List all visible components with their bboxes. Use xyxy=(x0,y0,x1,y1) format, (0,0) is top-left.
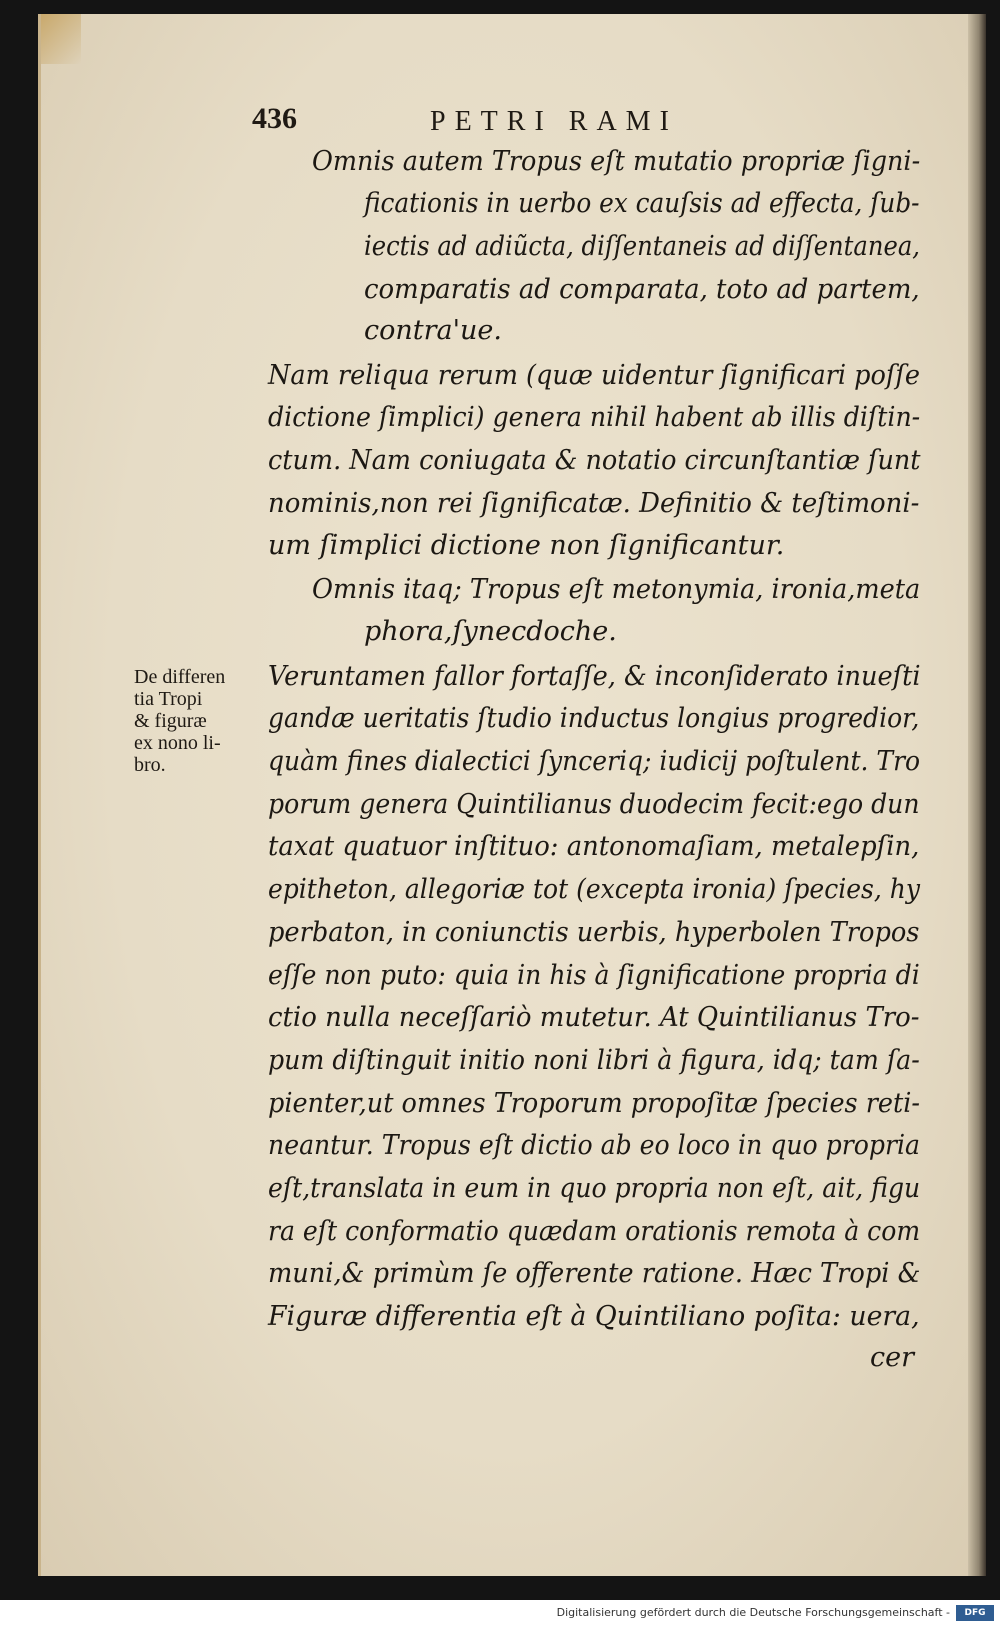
text-line: gandæ ueritatis ſtudio inductus longius progredior, xyxy=(268,703,920,734)
marginal-note-line: De differen xyxy=(134,666,226,688)
text-line: eſſe non puto: quia in his à ſignificatione propria di xyxy=(268,960,920,991)
text-line: phora,ſynecdoche. xyxy=(364,616,617,647)
footer-bar xyxy=(0,1602,1000,1628)
text-line: taxat quatuor inſtituo: antonomaſiam, metalepſin, xyxy=(268,831,920,862)
page-edge xyxy=(968,14,986,1576)
text-line: ra eſt conformatio quædam orationis remota à com xyxy=(268,1216,921,1247)
marginal-note-line: bro. xyxy=(134,754,166,776)
corner-stain xyxy=(41,14,81,64)
text-line: Veruntamen fallor fortaſſe, & inconſiderato inueſti xyxy=(268,661,921,692)
text-line: Nam reliqua rerum (quæ uidentur ſignificari poſſe xyxy=(268,360,920,391)
text-line: ctum. Nam coniugata & notatio circunſtantiæ ſunt xyxy=(268,445,921,476)
text-line: comparatis ad comparata, toto ad partem, xyxy=(364,274,920,305)
page-number: 436 xyxy=(252,102,297,135)
marginal-note-line: ex nono li- xyxy=(134,732,221,754)
marginal-note-line: & figuræ xyxy=(134,710,207,732)
text-line: quàm fines dialectici ſynceriq; iudicij poſtulent. Tro xyxy=(268,746,921,777)
text-line: um ſimplici dictione non ſignificantur. xyxy=(268,530,785,561)
text-line: nominis,non rei ſignificatæ. Definitio & teſtimoni- xyxy=(268,488,920,519)
text-line: ctio nulla neceſſariò mutetur. At Quintilianus Tro- xyxy=(268,1002,920,1033)
marginal-note xyxy=(134,666,264,776)
text-line: eſt,translata in eum in quo propria non eſt, ait, figu xyxy=(268,1173,921,1204)
funding-note: Digitalisierung gefördert durch die Deutsche Forschungsgemeinschaft - xyxy=(556,1606,950,1619)
text-line: Figuræ differentia eſt à Quintiliano poſita: uera, xyxy=(268,1301,920,1332)
text-line: neantur. Tropus eſt dictio ab eo loco in quo propria xyxy=(268,1130,921,1161)
text-line: iectis ad adiũcta, diſſentaneis ad diſſentanea, xyxy=(364,231,921,262)
text-line: epitheton, allegoriæ tot (excepta ironia) ſpecies, hy xyxy=(268,874,920,905)
text-line: muni,& primùm ſe offerente ratione. Hæc Tropi & xyxy=(268,1258,921,1289)
text-line: dictione ſimplici) genera nihil habent ab illis diſtin- xyxy=(268,402,921,433)
marginal-note-line: tia Tropi xyxy=(134,688,203,710)
text-line: Omnis itaq; Tropus eſt metonymia, ironia,meta xyxy=(312,574,921,605)
text-line: porum genera Quintilianus duodecim fecit:ego dun xyxy=(268,789,920,820)
text-line: contra'ue. xyxy=(364,315,502,346)
page-header xyxy=(252,102,812,146)
text-line: ficationis in uerbo ex cauſsis ad effecta, ſub- xyxy=(364,188,920,219)
text-line: perbaton, in coniunctis uerbis, hyperbolen Tropos xyxy=(268,917,920,948)
catchword: cer xyxy=(870,1342,915,1373)
text-line: Omnis autem Tropus eſt mutatio propriæ ſigni- xyxy=(312,146,921,177)
text-line: pienter,ut omnes Troporum propoſitæ ſpecies reti- xyxy=(268,1088,920,1119)
running-head: PETRI RAMI xyxy=(430,106,678,137)
text-line: pum diſtinguit initio noni libri à figura, idq; tam ſa- xyxy=(268,1045,920,1076)
dfg-logo[interactable]: DFG xyxy=(956,1605,994,1621)
